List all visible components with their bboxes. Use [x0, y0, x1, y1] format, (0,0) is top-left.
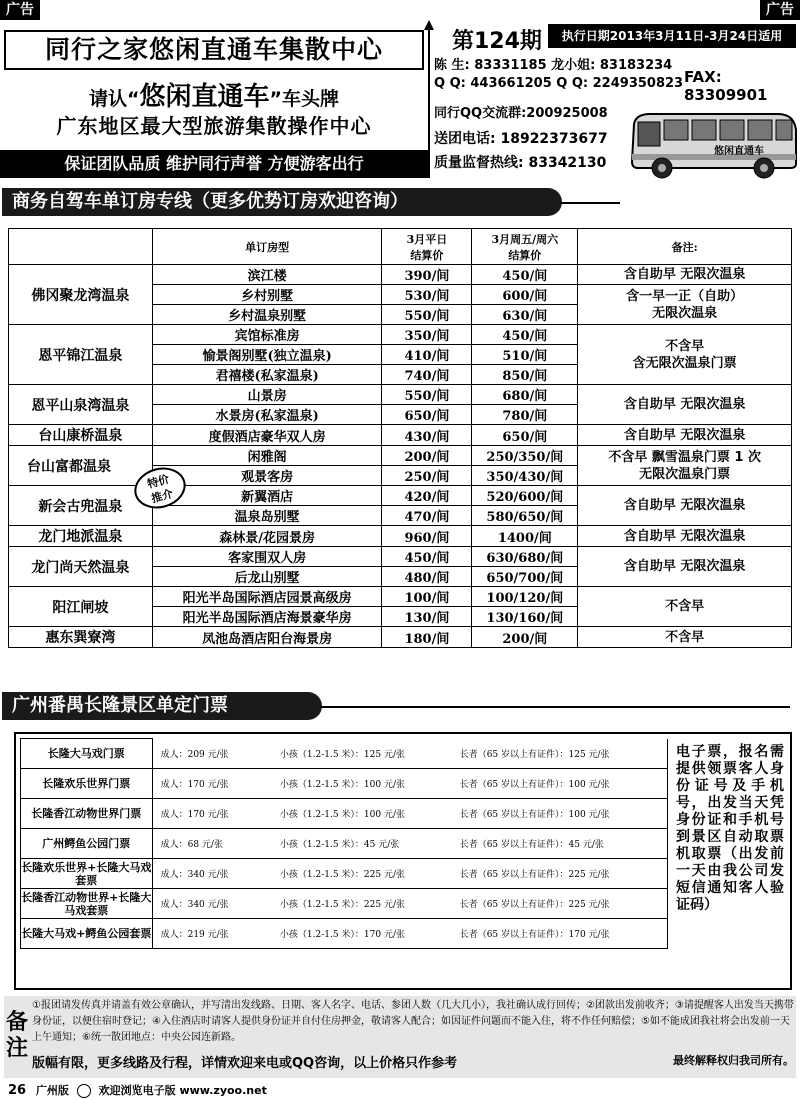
table-row [9, 446, 792, 466]
location-cell: 佛冈聚龙湾温泉 [9, 265, 153, 325]
weekday-price: 480/间 [382, 567, 472, 587]
room-cell: 客家围双人房 [152, 547, 382, 567]
weekday-price: 960/间 [382, 526, 472, 547]
section1-title: 商务自驾车单订房专线（更多优势订房欢迎咨询） [2, 188, 562, 216]
room-cell: 君禧楼(私家温泉) [152, 365, 382, 385]
child-price: 小孩（1.2-1.5 米）：45 元/张 [280, 829, 460, 859]
room-cell: 乡村温泉别墅 [152, 305, 382, 325]
weekend-price: 450/间 [472, 325, 578, 345]
child-price: 小孩（1.2-1.5 米）：100 元/张 [280, 769, 460, 799]
location-cell: 惠东巽寮湾 [9, 627, 153, 648]
table-row [9, 587, 792, 607]
child-price: 小孩（1.2-1.5 米）：225 元/张 [280, 859, 460, 889]
note-cell: 含自助早 无限次温泉 [578, 486, 792, 526]
weekday-price: 180/间 [382, 627, 472, 648]
room-cell: 闲雅阁 [152, 446, 382, 466]
edition-label: 广州版 [35, 1084, 69, 1097]
weekend-price: 580/650/间 [472, 506, 578, 526]
brand-name: 悠闲直通车 [139, 82, 270, 112]
phone-line: 陈 生: 83331185 龙小姐: 83183234 [434, 58, 673, 73]
weekday-price: 350/间 [382, 325, 472, 345]
weekend-price: 780/间 [472, 405, 578, 425]
section1-line [560, 202, 620, 204]
weekend-price: 650/间 [472, 425, 578, 446]
location-cell: 恩平锦江温泉 [9, 325, 153, 385]
location-cell: 台山富都温泉 [9, 446, 153, 486]
weekday-price: 450/间 [382, 547, 472, 567]
table-row [21, 919, 668, 949]
room-cell: 后龙山别墅 [152, 567, 382, 587]
bus-icon [628, 110, 800, 180]
table-row [21, 859, 668, 889]
note-cell: 不含早 [578, 627, 792, 648]
room-cell: 度假酒店豪华双人房 [152, 425, 382, 446]
senior-price: 长者（65 岁以上有证件）：45 元/张 [460, 829, 668, 859]
qq-line: Q Q: 443661205 Q Q: 2249350823 [434, 76, 684, 91]
section2-line [320, 706, 790, 708]
table-row [21, 799, 668, 829]
weekday-price: 250/间 [382, 466, 472, 486]
notes-rights: 最终解释权归我司所有。 [673, 1054, 794, 1067]
col-weekday: 3月平日 结算价 [382, 229, 472, 265]
table-row [21, 889, 668, 919]
location-cell: 台山康桥温泉 [9, 425, 153, 446]
child-price: 小孩（1.2-1.5 米）：100 元/张 [280, 799, 460, 829]
header-divider [428, 28, 430, 178]
senior-price: 长者（65 岁以上有证件）：170 元/张 [460, 919, 668, 949]
location-cell: 龙门地派温泉 [9, 526, 153, 547]
room-cell: 水景房(私家温泉) [152, 405, 382, 425]
weekday-price: 650/间 [382, 405, 472, 425]
weekend-price: 450/间 [472, 265, 578, 285]
qq-group: 同行QQ交流群:200925008 [434, 106, 608, 121]
table-row [21, 829, 668, 859]
child-price: 小孩（1.2-1.5 米）：170 元/张 [280, 919, 460, 949]
senior-price: 长者（65 岁以上有证件）：100 元/张 [460, 769, 668, 799]
weekend-price: 1400/间 [472, 526, 578, 547]
adult-price: 成人：170 元/张 [152, 769, 280, 799]
agency-subtitle: 广东地区最大型旅游集散操作中心 [56, 114, 372, 138]
notes-box [4, 996, 796, 1078]
room-cell: 观景客房 [152, 466, 382, 486]
note-cell: 不含早 含无限次温泉门票 [578, 325, 792, 385]
note-cell: 含自助早 无限次温泉 [578, 385, 792, 425]
brand-notice [0, 76, 428, 113]
notes-text: ①报团请发传真并请盖有效公章确认，并写清出发线路、日期、客人名字、电话、参团人数（几大几小），我社确认成行回传；②团款出发前收齐；③请提醒客人出发当天携带身份证，以便住宿时登记；④入住酒店时请客人提供身份证并自付住房押金，敬请客人配合；如因证件问题而不能入住，将不作任何赔偿；⑤如不能成团我社将会出发前一天上午通知；⑥统一散团地点：中央公园连新路。 [32, 1000, 794, 1043]
slogan-bar: 保证团队品质 维护同行声誉 方便游客出行 [0, 150, 428, 178]
weekend-price: 350/430/间 [472, 466, 578, 486]
weekend-price: 520/600/间 [472, 486, 578, 506]
weekend-price: 100/120/间 [472, 587, 578, 607]
brand-suffix: ”车头牌 [269, 88, 339, 110]
special-offer-badge: 特价 推介 [130, 462, 191, 514]
weekday-price: 420/间 [382, 486, 472, 506]
header-left [0, 24, 428, 180]
weekday-price: 200/间 [382, 446, 472, 466]
location-cell: 新会古兜温泉 [9, 486, 153, 526]
table-row [9, 627, 792, 648]
weekend-price: 630/间 [472, 305, 578, 325]
hotel-table [8, 228, 792, 648]
senior-price: 长者（65 岁以上有证件）：225 元/张 [460, 859, 668, 889]
table-row [9, 385, 792, 405]
weekend-price: 630/680/间 [472, 547, 578, 567]
weekday-price: 430/间 [382, 425, 472, 446]
room-cell: 愉景阁别墅(独立温泉) [152, 345, 382, 365]
child-price: 小孩（1.2-1.5 米）：125 元/张 [280, 739, 460, 769]
ticket-name: 长隆欢乐世界门票 [21, 769, 153, 799]
table-row [9, 425, 792, 446]
weekday-price: 740/间 [382, 365, 472, 385]
issue-number: 第124期 [452, 29, 542, 54]
table-header-row [9, 229, 792, 265]
senior-price: 长者（65 岁以上有证件）：225 元/张 [460, 889, 668, 919]
note-cell: 不含早 飘雪温泉门票 1 次 无限次温泉门票 [578, 446, 792, 486]
table-row [9, 265, 792, 285]
weekday-price: 530/间 [382, 285, 472, 305]
location-cell: 阳江闸坡 [9, 587, 153, 627]
adult-price: 成人：209 元/张 [152, 739, 280, 769]
note-cell: 含自助早 无限次温泉 [578, 526, 792, 547]
bus-text: 悠闲直通车 [714, 146, 764, 157]
col-weekend: 3月周五/周六 结算价 [472, 229, 578, 265]
weekday-price: 130/间 [382, 607, 472, 627]
section2-title: 广州番禺长隆景区单定门票 [2, 692, 322, 720]
weekday-price: 470/间 [382, 506, 472, 526]
weekday-price: 390/间 [382, 265, 472, 285]
eticket-note: 电子票，报名需提供领票客人身份证号及手机号，出发当天凭身份证和手机号到景区自动取票机取票（出发前一天由我公司发短信通知客人验证码） [676, 744, 784, 913]
weekend-price: 250/350/间 [472, 446, 578, 466]
room-cell: 阳光半岛国际酒店海景豪华房 [152, 607, 382, 627]
delivery-phone: 送团电话: 18922373677 [434, 131, 608, 147]
table-row [9, 486, 792, 506]
page-header [0, 20, 800, 180]
ticket-name: 长隆香江动物世界+长隆大马戏套票 [21, 890, 152, 917]
notes-label: 备 注 [6, 1010, 29, 1061]
note-cell: 不含早 [578, 587, 792, 627]
ad-label-left: 广告 [0, 0, 40, 20]
ticket-table [20, 738, 668, 949]
room-cell: 滨江楼 [152, 265, 382, 285]
brand-prefix: 请认“ [88, 88, 140, 110]
weekday-price: 550/间 [382, 385, 472, 405]
ticket-box [14, 732, 792, 990]
fax-number: FAX: 83309901 [684, 68, 768, 104]
date-range: 执行日期2013年3月11日-3月24日适用 [548, 24, 796, 48]
adult-price: 成人：68 元/张 [152, 829, 280, 859]
adult-price: 成人：340 元/张 [152, 889, 280, 919]
footer-site[interactable]: 欢迎浏览电子版 www.zyoo.net [98, 1084, 267, 1097]
ticket-name: 长隆大马戏+鳄鱼公园套票 [21, 919, 153, 949]
table-row [9, 325, 792, 345]
quality-hotline: 质量监督热线: 83342130 [434, 155, 607, 171]
weekend-price: 510/间 [472, 345, 578, 365]
weekday-price: 410/间 [382, 345, 472, 365]
room-cell: 宾馆标准房 [152, 325, 382, 345]
weekend-price: 680/间 [472, 385, 578, 405]
header-right [432, 20, 800, 180]
ticket-name: 长隆大马戏门票 [21, 739, 153, 769]
room-cell: 新翼酒店 [152, 486, 382, 506]
table-row [21, 769, 668, 799]
weekend-price: 200/间 [472, 627, 578, 648]
notes-final-text: 版幅有限，更多线路及行程，详情欢迎来电或QQ咨询，以上价格只作参考 [32, 1056, 458, 1071]
footer-logo-icon [77, 1084, 91, 1098]
note-cell: 含自助早 无限次温泉 [578, 425, 792, 446]
room-cell: 乡村别墅 [152, 285, 382, 305]
col-notes: 备注: [578, 229, 792, 265]
weekend-price: 650/700/间 [472, 567, 578, 587]
notes-final [32, 1052, 794, 1071]
col-room-type: 单订房型 [152, 229, 382, 265]
ticket-name: 广州鳄鱼公园门票 [21, 829, 153, 859]
adult-price: 成人：340 元/张 [152, 859, 280, 889]
location-cell: 恩平山泉湾温泉 [9, 385, 153, 425]
weekday-price: 550/间 [382, 305, 472, 325]
weekday-price: 100/间 [382, 587, 472, 607]
child-price: 小孩（1.2-1.5 米）：225 元/张 [280, 889, 460, 919]
ticket-name: 长隆欢乐世界+长隆大马戏套票 [21, 860, 152, 887]
page-number: 26 [8, 1083, 27, 1098]
adult-price: 成人：219 元/张 [152, 919, 280, 949]
col-location [9, 229, 153, 265]
weekend-price: 600/间 [472, 285, 578, 305]
note-cell: 含自助早 无限次温泉 [578, 265, 792, 285]
note-cell: 含自助早 无限次温泉 [578, 547, 792, 587]
weekend-price: 850/间 [472, 365, 578, 385]
location-cell: 龙门尚天然温泉 [9, 547, 153, 587]
table-row [9, 547, 792, 567]
ad-label-right: 广告 [760, 0, 800, 20]
room-cell: 温泉岛别墅 [152, 506, 382, 526]
room-cell: 凤池岛酒店阳台海景房 [152, 627, 382, 648]
agency-title: 同行之家悠闲直通车集散中心 [4, 30, 424, 70]
table-row [21, 739, 668, 769]
room-cell: 山景房 [152, 385, 382, 405]
room-cell: 森林景/花园景房 [152, 526, 382, 547]
page-footer [8, 1082, 267, 1098]
room-cell: 阳光半岛国际酒店园景高级房 [152, 587, 382, 607]
adult-price: 成人：170 元/张 [152, 799, 280, 829]
note-cell: 含一早一正（自助） 无限次温泉 [578, 285, 792, 325]
weekend-price: 130/160/间 [472, 607, 578, 627]
senior-price: 长者（65 岁以上有证件）：100 元/张 [460, 799, 668, 829]
ticket-name: 长隆香江动物世界门票 [21, 799, 153, 829]
table-row [9, 526, 792, 547]
senior-price: 长者（65 岁以上有证件）：125 元/张 [460, 739, 668, 769]
